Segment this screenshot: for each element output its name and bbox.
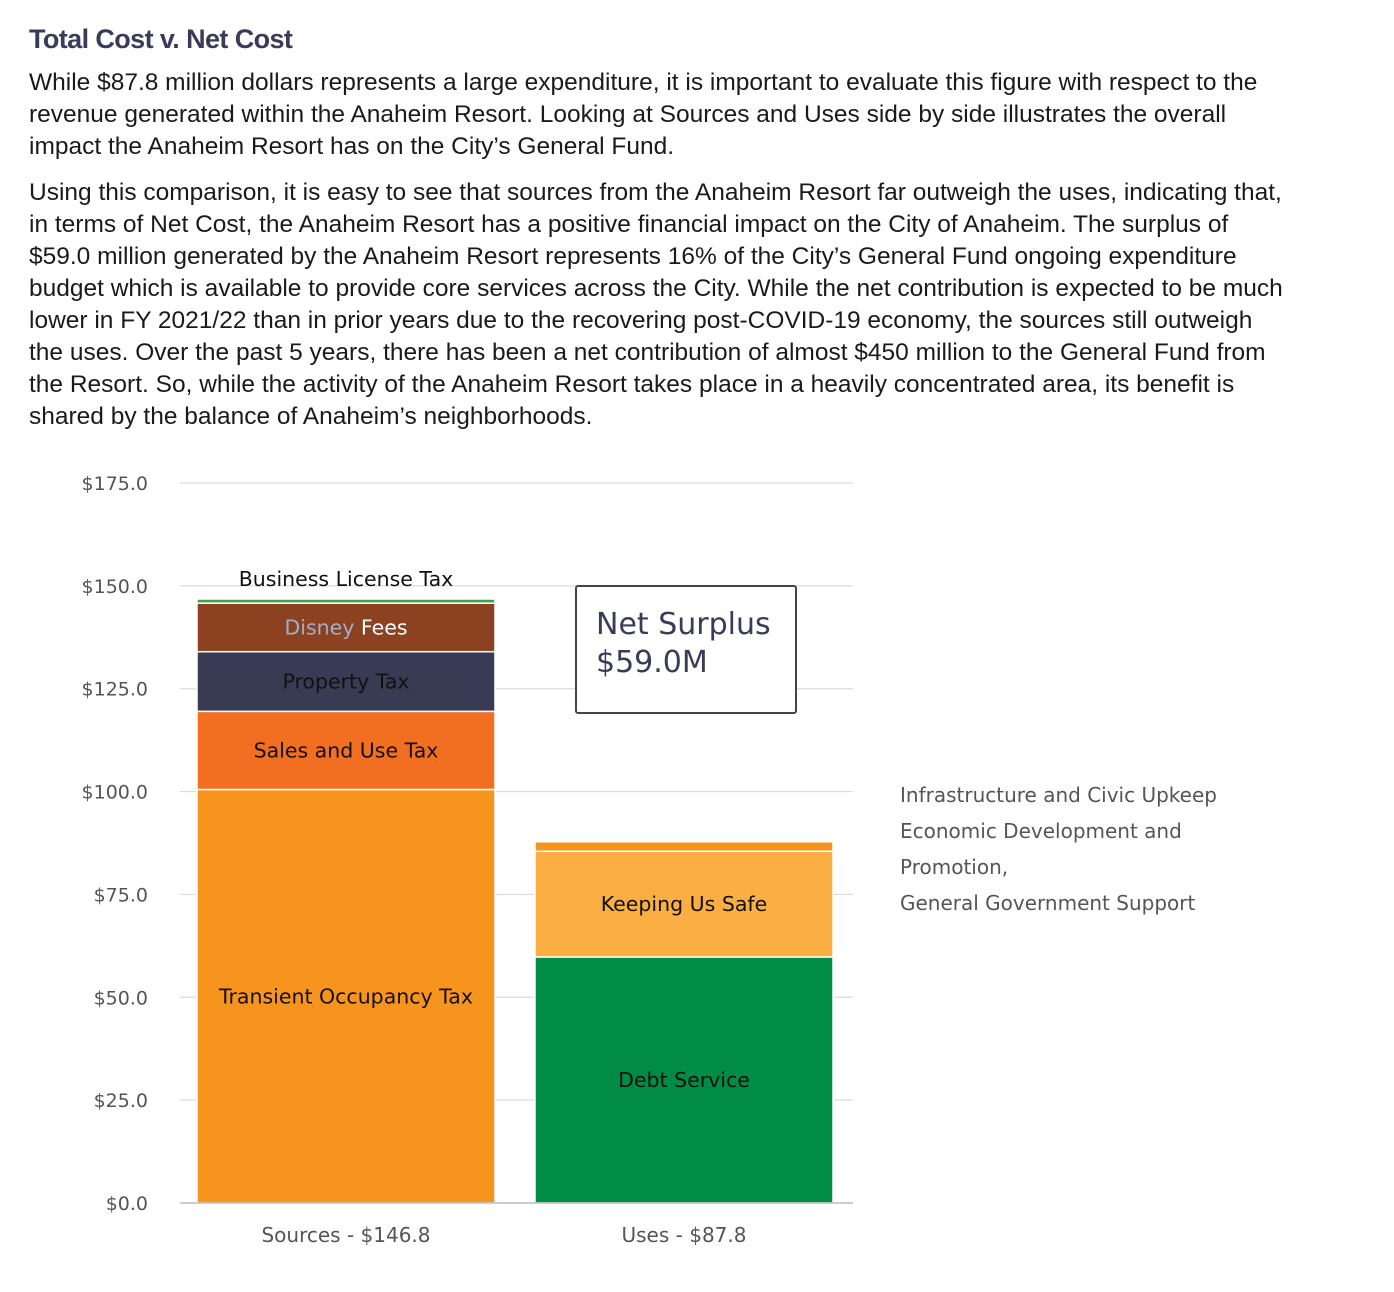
document-body: [29, 24, 1289, 447]
y-tick-label: $125.0: [81, 678, 148, 701]
paragraph-1: While $87.8 million dollars represents a large expenditure, it is important to evaluate this figure with respect to the revenue generated within the Anaheim Resort. Looking at Sources and Uses side by side illustrates the overall impact the Anaheim Resort has on the City’s General Fund.: [29, 69, 1258, 160]
section-heading: Total Cost v. Net Cost: [29, 24, 293, 54]
segment-label: Sales and Use Tax: [253, 738, 439, 763]
y-tick-label: $100.0: [81, 781, 148, 804]
segment-label-prefix: Disney: [284, 615, 361, 640]
bar-segment: [197, 599, 495, 603]
y-tick-label: $50.0: [93, 987, 148, 1010]
segment-label-text: Fees: [360, 615, 408, 640]
legend-text-line: Economic Development and: [900, 819, 1182, 843]
segment-label: Transient Occupancy Tax: [218, 984, 474, 1009]
y-tick-label: $150.0: [81, 575, 148, 598]
paragraph-2: Using this comparison, it is easy to see that sources from the Anaheim Resort far outweigh the uses, indicating that, in terms of Net Cost, the Anaheim Resort has a positive financial impact on the City of Anaheim. The surplus of $59.0 million generated by the Anaheim Resort represents 16% of the City’s General Fund ongoing expenditure budget which is available to provide core services across the City. While the net contribution is expected to be much lower in FY 2021/22 than in prior years due to the recovering post-COVID-19 economy, the sources still outweigh the uses. Over the past 5 years, there has been a net contribution of almost $450 million to the General Fund from the Resort. So, while the activity of the Anaheim Resort takes place in a heavily concentrated area, its benefit is shared by the balance of Anaheim’s neighborhoods.: [29, 179, 1283, 430]
x-category-label: Uses - $87.8: [621, 1223, 747, 1247]
bar-segment: [535, 842, 833, 851]
segment-label: Property Tax: [282, 669, 410, 694]
stacked-bar-chart: [0, 450, 1394, 1270]
y-tick-label: $175.0: [81, 473, 148, 495]
segment-label: Debt Service: [618, 1067, 750, 1092]
legend-text-line: General Government Support: [900, 891, 1196, 915]
legend-text-line: Infrastructure and Civic Upkeep: [900, 783, 1217, 807]
y-tick-label: $0.0: [105, 1193, 148, 1215]
net-surplus-title: Net Surplus: [596, 607, 771, 642]
y-tick-label: $75.0: [93, 884, 148, 907]
segment-label: Keeping Us Safe: [600, 892, 768, 917]
segment-label: [285, 615, 408, 639]
x-category-label: Sources - $146.8: [261, 1223, 431, 1247]
y-tick-label: $25.0: [93, 1090, 148, 1113]
net-surplus-value: $59.0M: [596, 645, 708, 680]
segment-label: Business License Tax: [238, 567, 454, 592]
legend-text-line: Promotion,: [900, 855, 1009, 879]
